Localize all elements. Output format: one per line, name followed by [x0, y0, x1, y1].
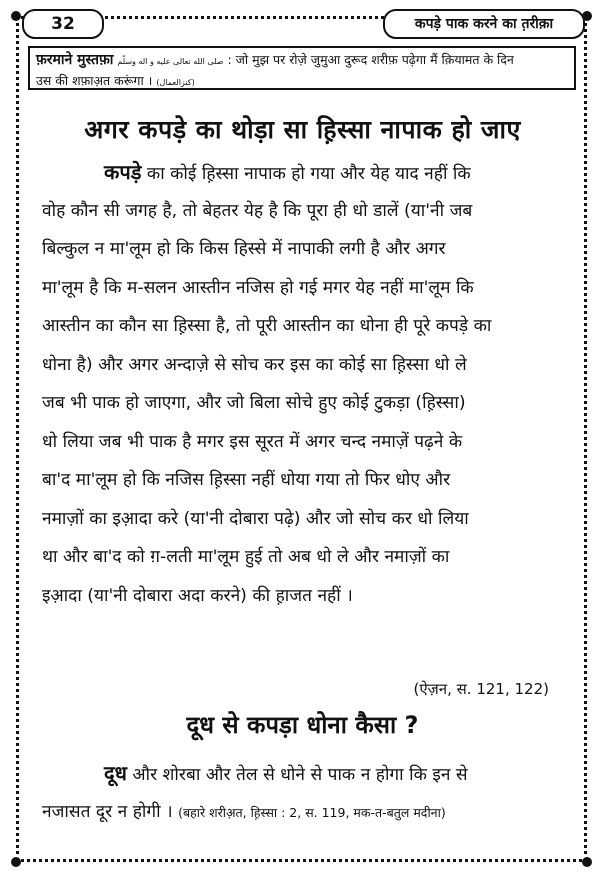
paragraph-line: बा'द मा'लूम हो कि नजिस ह़िस्सा नहीं धोया गया तो फिर धोए और	[42, 470, 451, 490]
paragraph-line: जब भी पाक हो जाएगा, और जो बिला सोचे हुए कोई टुकड़ा (ह़िस्सा)	[42, 393, 466, 413]
paragraph-line: और शोरबा और तेल से धोने से पाक न होगा कि इन से	[132, 765, 468, 785]
farman-text-line2: उस की शफ़ाअ़त करूंगा ।	[36, 73, 153, 88]
corner-dot	[11, 11, 21, 21]
farman-source: (کنزالعمال)	[156, 78, 195, 87]
paragraph-line: नमाज़ों का इआ़दा करे (या'नी दोबारा पढ़े) और जो सोच कर धो लिया	[42, 508, 469, 529]
paragraph-line: था और बा'द को ग़-लती मा'लूम हुई तो अब धो ले और नमाज़ों का	[42, 547, 450, 567]
section-heading: अगर कपड़े का थोड़ा सा ह़िस्सा नापाक हो जाए	[84, 115, 521, 144]
section-heading: दूध से कपड़ा धोना कैसा ?	[186, 711, 419, 739]
paragraph	[42, 153, 556, 615]
reference-citation: (ऐज़न, स. 121, 122)	[413, 680, 549, 698]
paragraph-first-word: कपड़े	[104, 160, 142, 184]
paragraph	[42, 754, 556, 831]
running-header-title: कपड़े पाक करने का त़रीक़ा	[383, 9, 585, 39]
corner-dot	[582, 857, 592, 867]
corner-dot	[11, 857, 21, 867]
paragraph-line: का कोई ह़िस्सा नापाक हो गया और येह याद नहीं कि	[146, 164, 471, 184]
paragraph-first-word: दूध	[104, 761, 127, 785]
farman-label: फ़रमाने मुस्तफ़ा	[36, 52, 114, 68]
paragraph-line: नजासत दूर न होगी ।	[42, 801, 173, 822]
farman-text-line1: : जो मुझ पर रोज़े जुमुआ दुरूद शरीफ़ पढ़ेगा मैं क़ियामत के दिन	[227, 52, 514, 67]
paragraph-line: बिल्कुल न मा'लूम हो कि किस हिस्से में नापाकी लगी है और अगर	[42, 239, 446, 259]
page-number: 32	[22, 9, 104, 39]
farman-arabic: صلى الله تعالى عليه و اله وسلّم	[117, 57, 224, 66]
paragraph-line: आस्तीन का कौन सा ह़िस्सा है, तो पूरी आस्तीन का धोना ही पूरे कपड़े का	[42, 316, 492, 336]
farman-box	[28, 46, 576, 90]
paragraph-line: वोह कौन सी जगह है, तो बेहतर येह है कि पूरा ही धो डालें (या'नी जब	[42, 200, 473, 221]
paragraph-line: धो लिया जब भी पाक है मगर इस सूरत में अगर चन्द नमाज़ें पढ़ने के	[42, 431, 463, 452]
reference-citation: (बहारे शरीअ़त, ह़िस्सा : 2, स. 119, मक-त-बतुल मदीना)	[178, 804, 446, 820]
paragraph-line: धोना है) और अगर अन्दाज़े से सोच कर इस का कोई सा ह़िस्सा धो ले	[42, 354, 467, 375]
paragraph-line: इआ़दा (या'नी दोबारा अदा करने) की ह़ाजत नहीं ।	[42, 585, 353, 606]
paragraph-line: मा'लूम है कि म-सलन आस्तीन नजिस हो गई मगर येह नहीं मा'लूम कि	[42, 277, 474, 298]
